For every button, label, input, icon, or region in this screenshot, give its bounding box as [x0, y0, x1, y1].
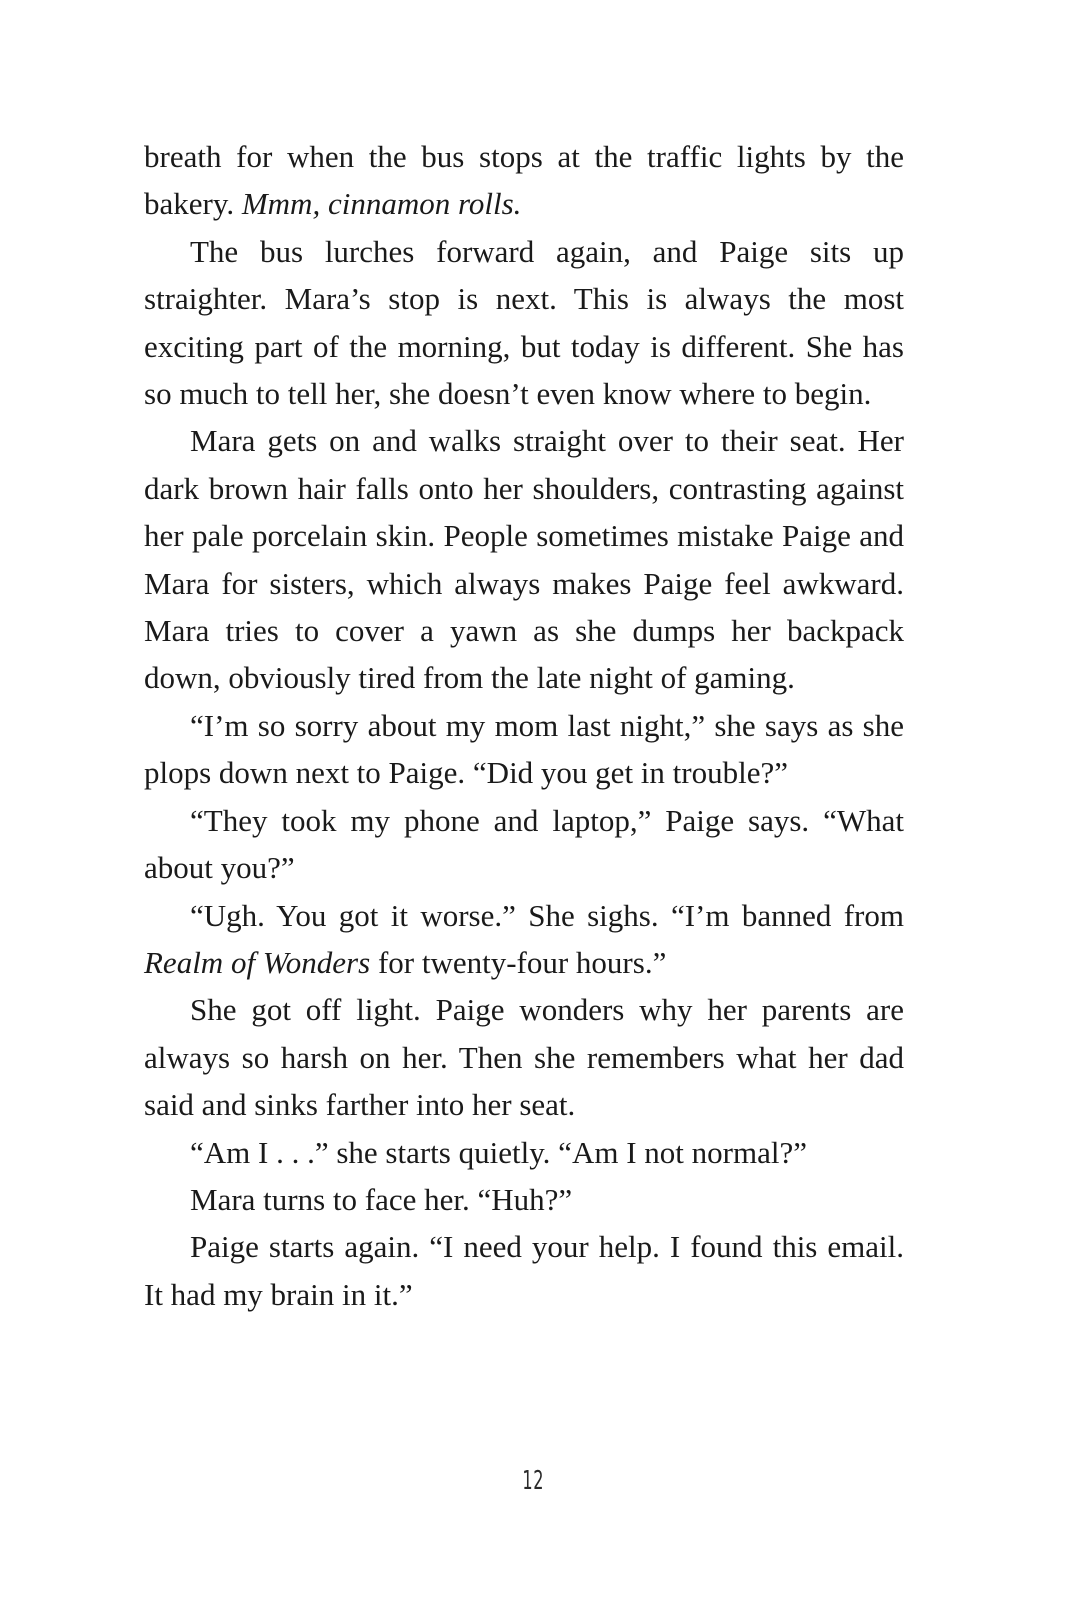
- paragraph-2: The bus lurches forward again, and Paige sits up straighter. Mara’s stop is next. This is always the most exciting part of the morning, but today is different. She has so much to tell her, she doesn’t even know where to begin.: [144, 233, 904, 412]
- paragraph-10: Paige starts again. “I need your help. I found this email. It had my brain in it.”: [144, 1229, 904, 1312]
- paragraph-7: She got off light. Paige wonders why her parents are always so harsh on her. Then she remembers what her dad said and sinks farther into her seat.: [144, 992, 904, 1123]
- body-text: [144, 133, 904, 1318]
- paragraph-6: “Ugh. You got it worse.” She sighs. “I’m banned from Realm of Wonders for twenty-four hours.”: [144, 897, 904, 980]
- paragraph-5: “They took my phone and laptop,” Paige says. “What about you?”: [144, 802, 904, 886]
- paragraph-9: Mara turns to face her. “Huh?”: [190, 1181, 573, 1217]
- page-number: 12: [522, 1466, 545, 1496]
- paragraph-1: breath for when the bus stops at the traffic lights by the bakery. Mmm, cinnamon rolls.: [144, 139, 904, 222]
- paragraph-4: “I’m so sorry about my mom last night,” she says as she plops down next to Paige. “Did you get in trouble?”: [144, 707, 904, 791]
- paragraph-8: “Am I . . .” she starts quietly. “Am I not normal?”: [190, 1134, 807, 1170]
- paragraph-3: Mara gets on and walks straight over to their seat. Her dark brown hair falls onto her shoulders, contrasting against her pale porcelain skin. People sometimes mistake Paige and Mara for sisters, which always makes Paige feel awkward. Mara tries to cover a yawn as she dumps her backpack down, obviously tired from the late night of gaming.: [144, 423, 904, 696]
